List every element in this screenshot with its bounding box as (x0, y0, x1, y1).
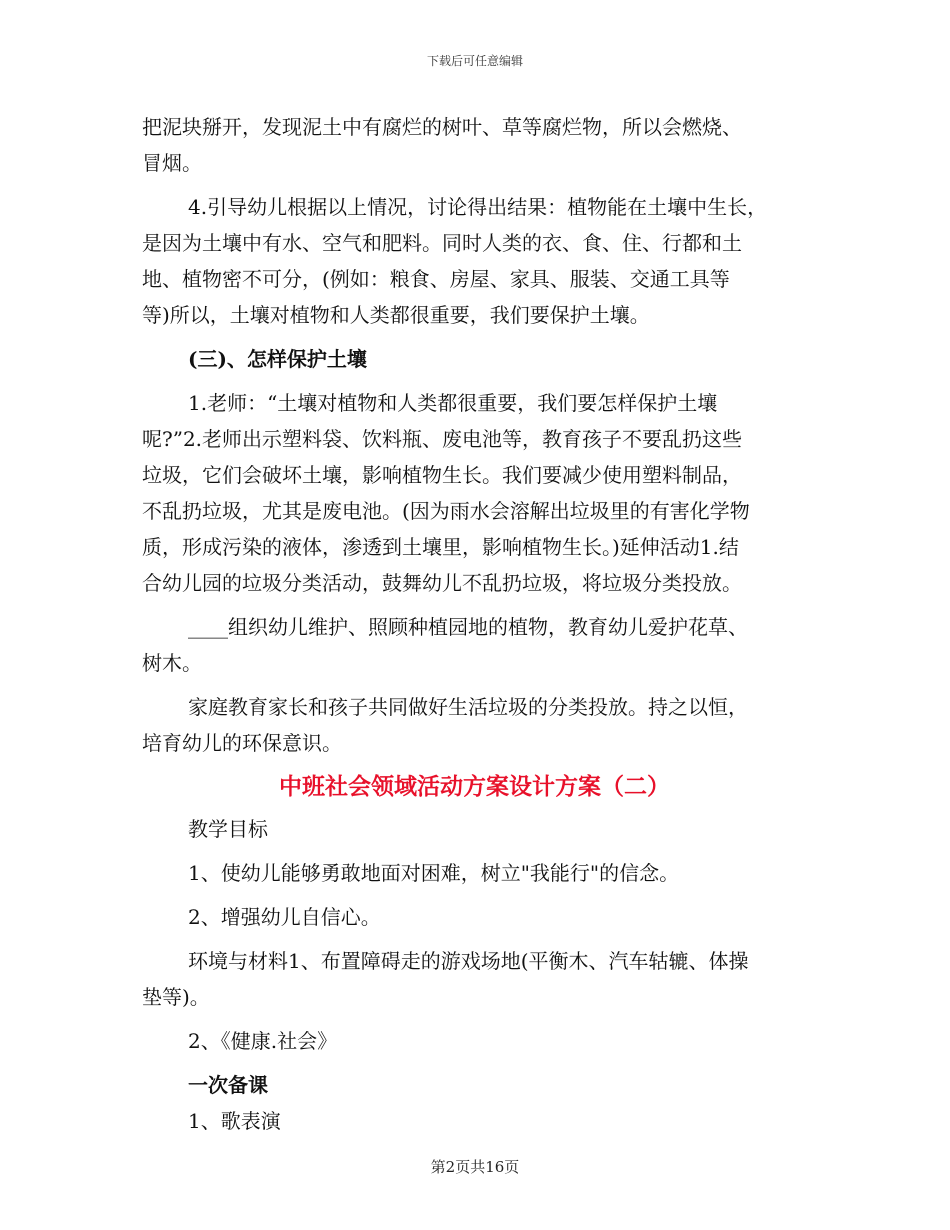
list-item: 2、《健康.社会》 (188, 1029, 338, 1053)
paragraph-line: 家庭教育家长和孩子共同做好生活垃圾的分类投放。持之以恒， (188, 695, 748, 719)
subheading: 教学目标 (188, 817, 268, 841)
paragraph-line: 树木。 (142, 651, 202, 675)
paragraph-line: 环境与材料1、布置障碍走的游戏场地(平衡木、汽车轱辘、体操 (188, 949, 749, 973)
paragraph-line: 垃圾，它们会破坏土壤，影响植物生长。我们要减少使用塑料制品， (142, 463, 742, 487)
paragraph-line: 把泥块掰开，发现泥土中有腐烂的树叶、草等腐烂物，所以会燃烧、 (142, 115, 742, 139)
paragraph-line: 呢?”2.老师出示塑料袋、饮料瓶、废电池等，教育孩子不要乱扔这些 (142, 427, 743, 451)
list-item: 2、增强幼儿自信心。 (188, 905, 381, 929)
paragraph-line: 等)所以，土壤对植物和人类都很重要，我们要保护土壤。 (142, 303, 650, 327)
list-item: 1、使幼儿能够勇敢地面对困难，树立"我能行"的信念。 (188, 861, 680, 885)
paragraph-line: 是因为土壤中有水、空气和肥料。同时人类的衣、食、住、行都和土 (142, 231, 742, 255)
section-heading: (三)、怎样保护土壤 (188, 347, 367, 371)
paragraph-line: 冒烟。 (142, 151, 202, 175)
paragraph-line: 不乱扔垃圾，尤其是废电池。(因为雨水会溶解出垃圾里的有害化学物 (142, 499, 750, 523)
document-body (142, 109, 807, 1139)
paragraph-line: 地、植物密不可分，(例如：粮食、房屋、家具、服装、交通工具等 (142, 267, 730, 291)
section-heading: 一次备课 (188, 1073, 268, 1097)
paragraph-line: 4.引导幼儿根据以上情况，讨论得出结果：植物能在土壤中生长， (188, 195, 768, 219)
paragraph-line: 质，形成污染的液体，渗透到土壤里，影响植物生长。)延伸活动1.结 (142, 535, 739, 559)
page-footer: 第2页共16页 (430, 1158, 520, 1176)
paragraph-line: 合幼儿园的垃圾分类活动，鼓舞幼儿不乱扔垃圾，将垃圾分类投放。 (142, 571, 742, 595)
paragraph-line: ____组织幼儿维护、照顾种植园地的植物，教育幼儿爱护花草、 (188, 615, 748, 639)
paragraph-line: 1.老师：“土壤对植物和人类都很重要，我们要怎样保护土壤 (188, 391, 718, 415)
page-header: 下载后可任意编辑 (426, 54, 523, 68)
document-title: 中班社会领域活动方案设计方案（二） (279, 773, 670, 800)
paragraph-line: 培育幼儿的环保意识。 (142, 731, 342, 755)
list-item: 1、歌表演 (188, 1109, 281, 1133)
paragraph-line: 垫等)。 (142, 985, 210, 1009)
